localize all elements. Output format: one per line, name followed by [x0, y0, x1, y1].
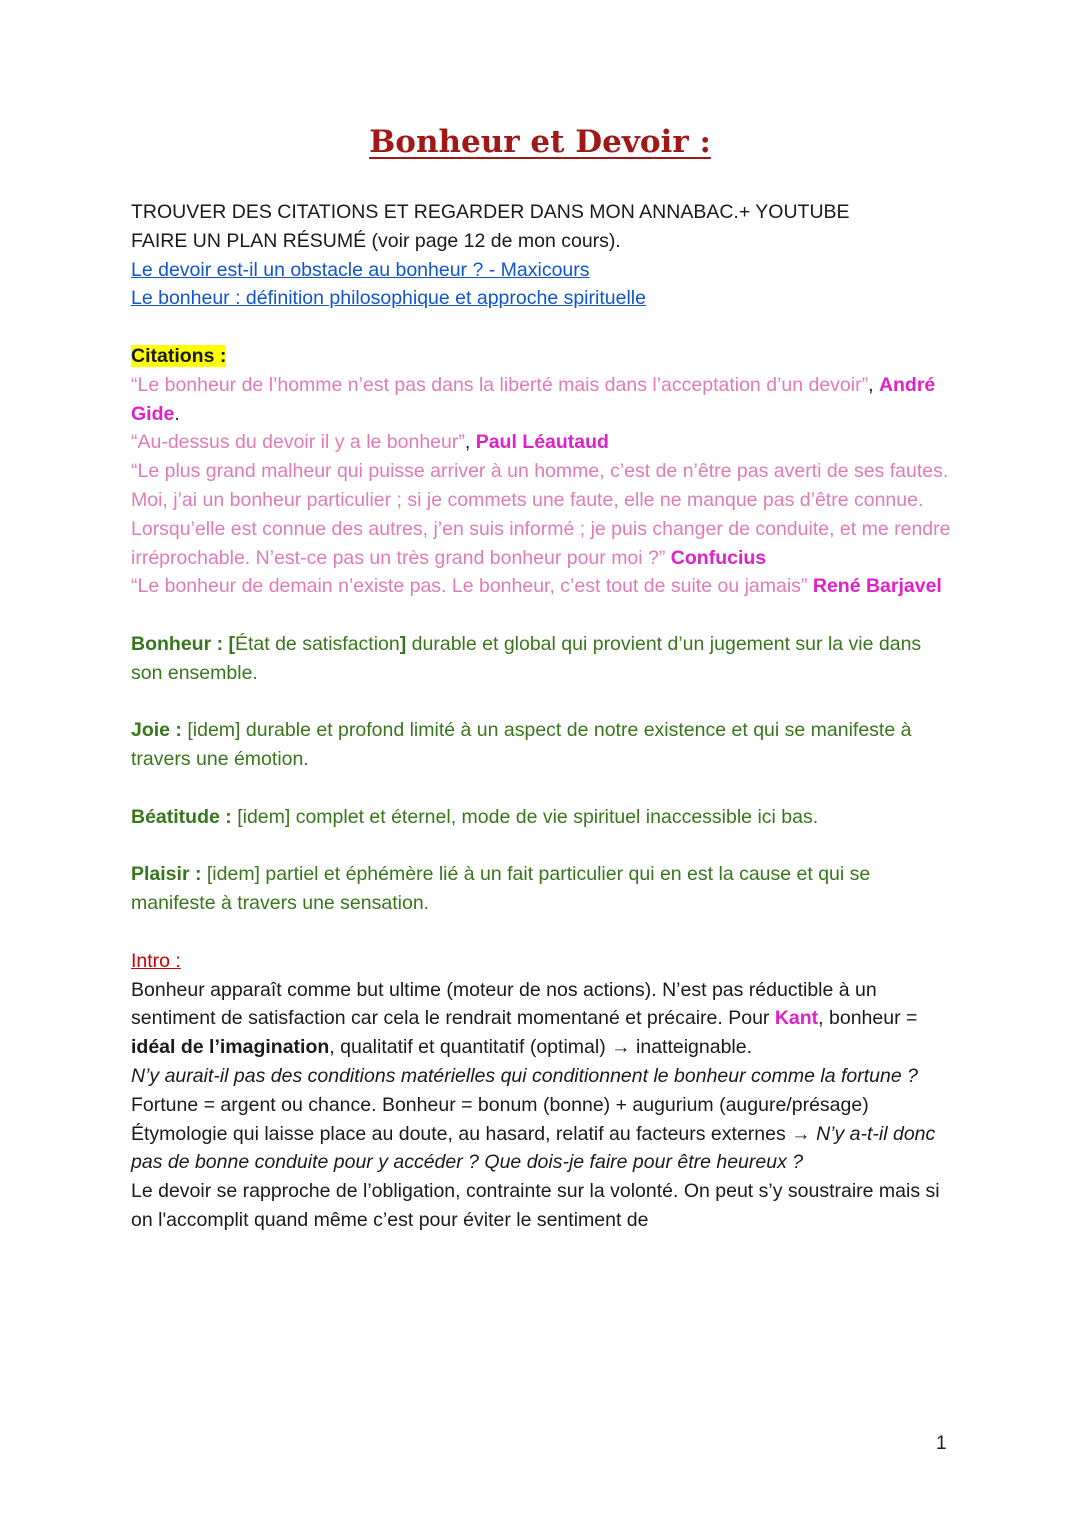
intro-devoir: Le devoir se rapproche de l’obligation, contrainte sur la volonté. On peut s’y soustraire mais si on l'accomplit quand même c’est pour éviter le sentiment de [131, 1180, 940, 1231]
citation-end: . [174, 402, 180, 425]
citations-heading [131, 342, 951, 371]
link-maxicours[interactable]: Le devoir est-il un obstacle au bonheur ? - Maxicours [131, 258, 590, 281]
citation-author: André Gide [131, 373, 936, 425]
citation-author: Paul Léautaud [475, 431, 609, 454]
citation-separator: , [464, 431, 476, 454]
citation-text: “Le bonheur de demain n’existe pas. Le bonheur, c’est tout de suite ou jamais” [131, 575, 808, 598]
definition-text: [idem] partiel et éphémère lié à un fait particulier qui en est la cause et qui se manifeste à travers une sensation. [131, 863, 871, 915]
instruction-line: TROUVER DES CITATIONS ET REGARDER DANS MON ANNABAC.+ YOUTUBE [131, 201, 850, 223]
intro-etymology [131, 1120, 951, 1178]
intro-text: Étymologie qui laisse place au doute, au hasard, relatif au facteurs externes → [131, 1122, 817, 1145]
definition-joie [131, 716, 951, 774]
intro-text: , bonheur = [818, 1007, 918, 1030]
link-definition-bonheur[interactable]: Le bonheur : définition philosophique et approche spirituelle [131, 287, 646, 310]
definition-text: [idem] complet et éternel, mode de vie spirituel inaccessible ici bas. [237, 805, 819, 828]
citation-separator: , [868, 373, 879, 396]
intro-text: , qualitatif et quantitatif (optimal) → inatteignable. [329, 1036, 753, 1059]
definition-plaisir [131, 860, 951, 918]
definition-beatitude [131, 803, 951, 832]
intro-question: N’y a-t-il donc pas de bonne conduite pour y accéder ? Que dois-je faire pour être heureux ? [131, 1122, 936, 1174]
definition-text: [idem] durable et profond limité à un aspect de notre existence et qui se manifeste à travers une émotion. [131, 719, 912, 771]
intro-ideal: idéal de l’imagination [131, 1036, 330, 1059]
definition-bracket: ] [399, 632, 407, 655]
page-title: Bonheur et Devoir : [369, 124, 711, 160]
document-body [131, 198, 951, 1235]
definition-term: Bonheur : [ [131, 632, 235, 655]
intro-fortune: Fortune = argent ou chance. Bonheur = bonum (bonne) + augurium (augure/présage) [131, 1093, 869, 1116]
definition-bonheur [131, 630, 951, 688]
citation-2 [131, 428, 951, 457]
intro-text: Bonheur apparaît comme but ultime (moteur de nos actions). N’est pas réductible à un sentiment de satisfaction car cela le rendrait momentané et précaire. Pour [131, 978, 877, 1030]
definition-text: durable et global qui provient d’un jugement sur la vie dans son ensemble. [131, 632, 922, 684]
citation-3 [131, 457, 951, 572]
definition-term: Plaisir : [131, 863, 207, 886]
page-number: 1 [936, 1433, 947, 1454]
citation-text: “Le bonheur de l’homme n’est pas dans la liberté mais dans l’acceptation d’un devoir” [131, 373, 869, 396]
citation-author: René Barjavel [812, 575, 942, 598]
instruction-line: FAIRE UN PLAN RÉSUMÉ (voir page 12 de mon cours). [131, 229, 621, 252]
citation-author: Confucius [670, 546, 767, 569]
citation-1 [131, 371, 951, 429]
intro-heading [131, 947, 951, 976]
definition-term: Béatitude : [131, 805, 238, 828]
intro-kant: Kant [774, 1007, 819, 1030]
citation-4 [131, 572, 951, 601]
citation-text: “Le plus grand malheur qui puisse arriver à un homme, c’est de n’être pas averti de ses fautes. Moi, j’ai un bonheur particulier ; si je commets une faute, elle ne manque pas d’être connue. Lorsqu’elle est connue des autres, j’en suis informé ; je puis changer de conduite, et me rendre irréprochable. N’est-ce pas un très grand bonheur pour moi ?” [131, 460, 951, 569]
intro-paragraph [131, 976, 951, 1062]
citation-text: “Au-dessus du devoir il y a le bonheur” [131, 431, 465, 454]
intro-label: Intro : [131, 949, 181, 972]
definition-mid: État de satisfaction [234, 632, 400, 655]
citations-heading-label: Citations : [131, 344, 227, 367]
intro-question: N’y aurait-il pas des conditions matérielles qui conditionnent le bonheur comme la fortune ? [131, 1064, 918, 1087]
definition-term: Joie : [131, 719, 188, 742]
